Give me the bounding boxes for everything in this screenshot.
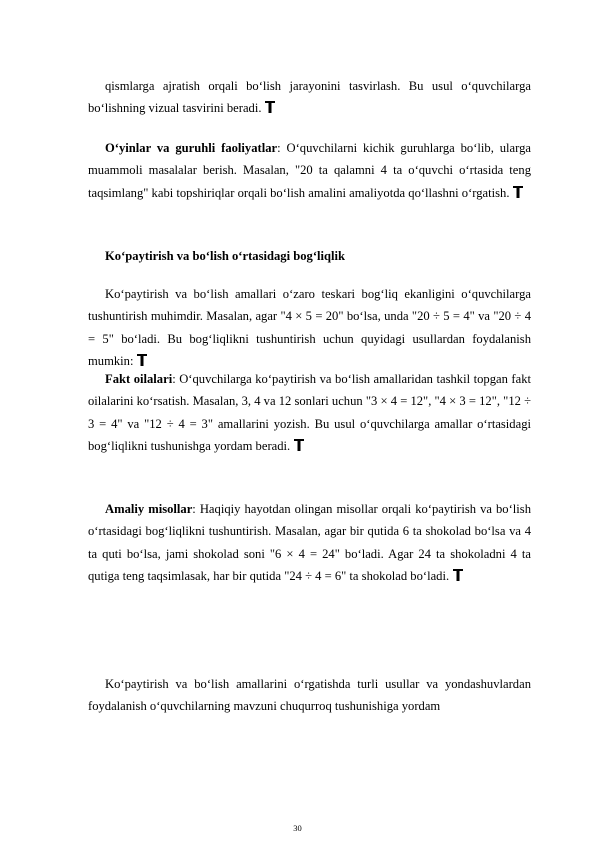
term-label: O‘yinlar va guruhli faoliyatlar	[105, 141, 278, 155]
paragraph-practical-examples	[88, 498, 531, 588]
bookmark-mark-icon	[512, 185, 524, 199]
bookmark-mark-icon	[293, 438, 305, 452]
term-label: Fakt oilalari	[105, 372, 173, 386]
section-heading: Ko‘paytirish va bo‘lish o‘rtasidagi bog‘liqlik	[105, 249, 346, 263]
paragraph-text: Ko‘paytirish va bo‘lish amallari o‘zaro teskari bog‘liq ekanligini o‘quvchilarga tushuntirish muhimdir. Masalan, agar "4 × 5 = 20" bo‘lsa, unda "20 ÷ 5 = 4" va "20 ÷ 4 = 5" bo‘ladi. Bu bog‘liqlikni tushuntirish uchun quyidagi usullardan foydalanish mumkin:	[88, 287, 531, 369]
paragraph-relationship	[88, 283, 531, 373]
paragraph-group-activities	[88, 137, 531, 204]
page-number: 30	[293, 823, 302, 833]
paragraph-conclusion	[88, 673, 531, 718]
paragraph-text: : O‘quvchilarga ko‘paytirish va bo‘lish amallaridan tashkil topgan fakt oilalarini ko‘rsatish. Masalan, 3, 4 va 12 sonlari uchun "3 × 4 = 12", "4 × 3 = 12", "12 ÷ 3 = 4" va "12 ÷ 4 = 3" amallarini yozish. Bu usul o‘quvchilarga amallar o‘rtasidagi bog‘liqlikni tushunishga yordam beradi.	[88, 372, 531, 454]
paragraph-text: qismlarga ajratish orqali bo‘lish jarayonini tasvirlash. Bu usul o‘quvchilarga bo‘lishning vizual tasvirini beradi.	[88, 79, 531, 116]
term-label: Amaliy misollar	[105, 502, 193, 516]
paragraph-text: : O‘quvchilarni kichik guruhlarga bo‘lib, ularga muammoli masalalar berish. Masalan, "20 ta qalamni 4 ta o‘quvchi o‘rtasida teng taqsimlang" kabi topshiriqlar orqali bo‘lish amalini amaliyotda qo‘llashni o‘rgatish.	[88, 141, 531, 200]
bookmark-mark-icon	[136, 353, 148, 367]
paragraph-fact-families	[88, 368, 531, 458]
paragraph-visual-division	[88, 75, 531, 120]
paragraph-text: Ko‘paytirish va bo‘lish amallarini o‘rgatishda turli usullar va yondashuvlardan foydalanish o‘quvchilarning mavzuni chuqurroq tushunishiga yordam	[88, 677, 531, 714]
bookmark-mark-icon	[264, 100, 276, 114]
bookmark-mark-icon	[452, 568, 464, 582]
paragraph-text: : Haqiqiy hayotdan olingan misollar orqali ko‘paytirish va bo‘lish o‘rtasidagi bog‘liqlikni tushuntirish. Masalan, agar bir qutida 6 ta shokolad bo‘lsa va 4 ta quti bo‘lsa, jami shokolad soni "6 × 4 = 24" bo‘ladi. Agar 24 ta shokoladni 4 ta qutiga teng taqsimlasak, har bir qutida "24 ÷ 4 = 6" ta shokolad bo‘ladi.	[88, 502, 531, 584]
